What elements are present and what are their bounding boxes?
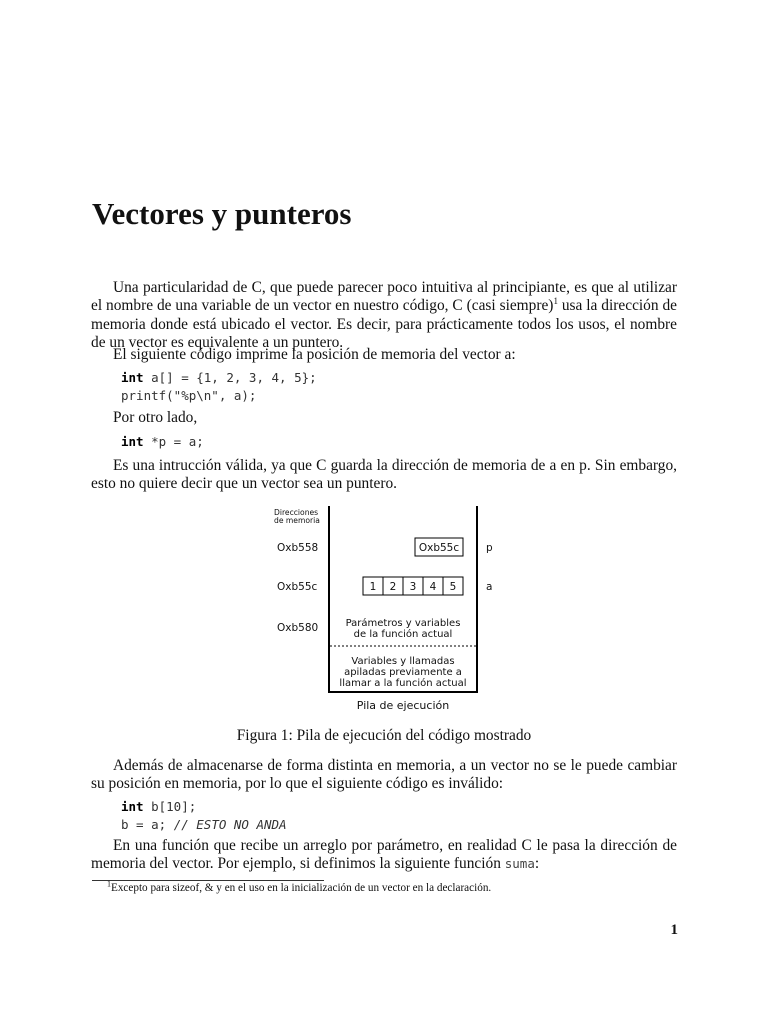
- array-variable-label: a: [486, 581, 493, 593]
- stack-label: Pila de ejecución: [356, 699, 450, 712]
- code-comment: // ESTO NO ANDA: [173, 817, 287, 832]
- footnote: [107, 879, 492, 894]
- paragraph-other-side: Por otro lado,: [113, 409, 198, 426]
- current-frame-text-line1: Parámetros y variables: [345, 618, 461, 629]
- stack-diagram: [268, 504, 504, 714]
- code-block-2: [121, 433, 204, 451]
- code-line: printf("%p\n", a);: [121, 388, 257, 403]
- figure-caption: Figura 1: Pila de ejecución del código mostrado: [236, 727, 532, 744]
- paragraph-function-text-a: En una función que recibe un arreglo por parámetro, en realidad C le pasa la dirección de memoria del vector. Por ejemplo, si definimos la siguiente función: [91, 837, 677, 873]
- stack-figure: [268, 504, 504, 714]
- paragraph-invalid-code: Además de almacenarse de forma distinta en memoria, a un vector no se le puede cambiar su posición en memoria, por lo que el siguiente código es inválido:: [91, 757, 677, 793]
- address-label: Oxb558: [277, 542, 319, 554]
- code-line: [121, 798, 287, 816]
- paragraph-intro-text-a: Una particularidad de C, que puede parecer poco intuitiva al principiante, es que al utilizar el nombre de una variable de un vector en nuestro código, C (casi siempre): [91, 279, 677, 315]
- previous-frames-text-line1: Variables y llamadas: [351, 656, 455, 667]
- page-number: 1: [670, 922, 678, 938]
- code-block-1: [121, 369, 317, 405]
- code-keyword: int: [121, 370, 144, 385]
- code-text: *p = a;: [143, 434, 204, 449]
- inline-code-suma: suma: [504, 856, 535, 872]
- address-label: Oxb580: [277, 622, 319, 634]
- array-cell-value: 1: [369, 581, 377, 593]
- array-cell-value: 4: [429, 581, 437, 593]
- footnote-text: Excepto para sizeof, & y en el uso en la inicialización de un vector en la declaración.: [111, 882, 492, 894]
- code-text: a[] = {1, 2, 3, 4, 5};: [143, 370, 317, 385]
- code-block-3: [121, 798, 287, 834]
- section-title: Vectores y punteros: [92, 196, 352, 231]
- previous-frames-text-line2: apiladas previamente a: [344, 667, 462, 678]
- previous-frames-text-line3: llamar a la función actual: [339, 678, 467, 689]
- array-cell-value: 2: [389, 581, 397, 593]
- address-header-line2: de memoria: [274, 516, 320, 525]
- paragraph-code-intro: El siguiente código imprime la posición de memoria del vector a:: [113, 346, 516, 363]
- paragraph-valid-instruction: Es una intrucción válida, ya que C guarda la dirección de memoria de a en p. Sin embargo, esto no quiere decir que un vector sea un puntero.: [91, 457, 677, 493]
- array-cell-value: 5: [449, 581, 457, 593]
- array-cell-value: 3: [409, 581, 417, 593]
- paragraph-function-param: [91, 837, 677, 874]
- footnote-number: 1: [107, 879, 111, 889]
- address-label: Oxb55c: [277, 581, 318, 593]
- code-line: [121, 369, 317, 387]
- code-keyword: int: [121, 434, 144, 449]
- footnote-marker: 1: [553, 296, 558, 307]
- current-frame-text-line2: de la función actual: [353, 629, 453, 640]
- address-header-line1: Direcciones: [274, 508, 319, 517]
- code-line: [121, 816, 287, 834]
- code-text: b[10];: [143, 799, 197, 814]
- code-keyword: int: [121, 799, 144, 814]
- footnote-rule: [92, 880, 324, 881]
- pointer-value: Oxb55c: [418, 542, 460, 554]
- pointer-variable-label: p: [486, 542, 493, 554]
- paragraph-intro: [91, 279, 677, 352]
- paragraph-intro-text-b: usa la dirección de memoria donde está ubicado el vector. Es decir, para prácticamente todos los usos, el nombre de un vector es equivalente a un puntero.: [91, 297, 678, 351]
- code-text: b = a;: [121, 817, 174, 832]
- paragraph-function-text-b: :: [534, 855, 540, 873]
